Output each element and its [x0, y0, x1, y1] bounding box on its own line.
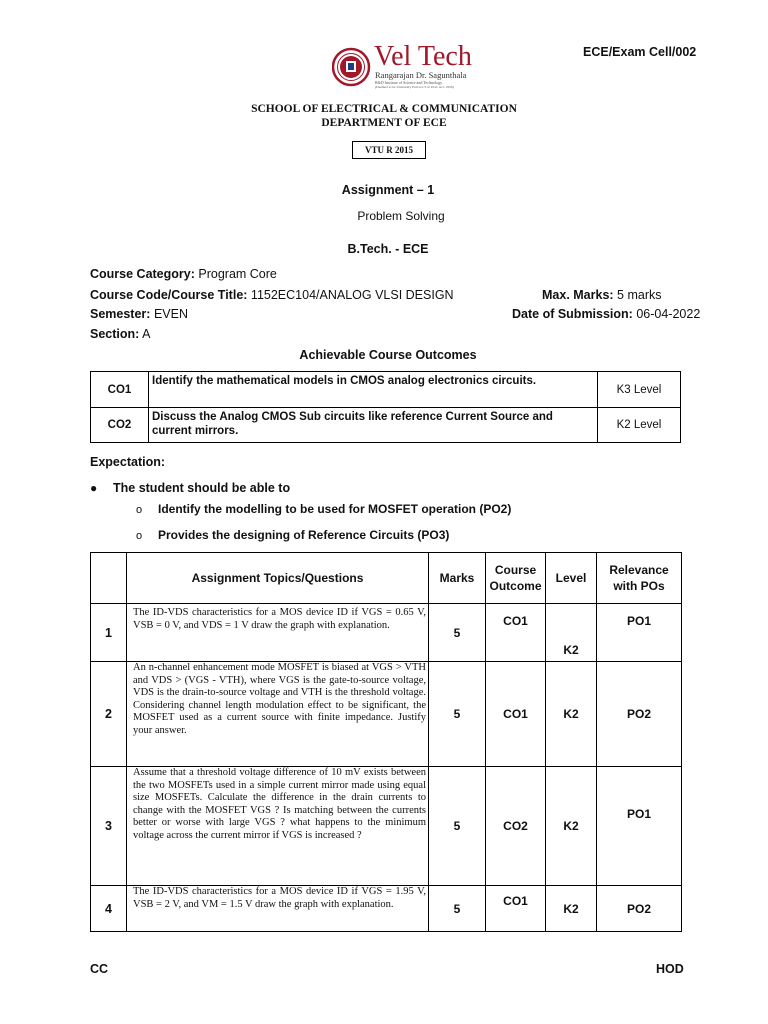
header-course-outcome: Course Outcome — [486, 553, 546, 604]
question-co: CO2 — [486, 767, 546, 886]
course-category: Course Category: Program Core — [90, 267, 277, 281]
co-id: CO2 — [91, 408, 149, 443]
question-co: CO1 — [486, 886, 546, 932]
question-marks: 5 — [429, 604, 486, 662]
header-marks: Marks — [429, 553, 486, 604]
circle-bullet-icon: o — [136, 530, 143, 542]
co-description: Discuss the Analog CMOS Sub circuits like reference Current Source and current mirrors. — [149, 408, 598, 443]
question-po: PO2 — [597, 662, 682, 767]
table-row — [91, 662, 682, 767]
question-number: 1 — [91, 604, 127, 662]
co-level: K2 Level — [598, 408, 681, 443]
logo-subtitle: Rangarajan Dr. Sagunthala — [375, 70, 467, 80]
header-level: Level — [546, 553, 597, 604]
expectation-title: Expectation: — [90, 455, 166, 469]
circle-bullet-icon: o — [136, 504, 143, 516]
question-text: Assume that a threshold voltage difference of 10 mV exists between the two MOSFETs used in a simple current mirror made using equal size MOSFETs. Calculate the difference in the drain currents to change with the MOSFET VGS ? Is matching between the currents better or worse with large VGS ? what happens to the minimum voltage across the current mirror if VGS is increased ? — [127, 767, 429, 886]
header-topics: Assignment Topics/Questions — [127, 553, 429, 604]
semester: Semester: EVEN — [90, 307, 188, 321]
school-heading — [0, 102, 768, 130]
question-text: The ID-VDS characteristics for a MOS device ID if VGS = 1.95 V, VSB = 2 V, and VM = 1.5 V draw the graph with explanation. — [127, 886, 429, 932]
footer-hod: HOD — [656, 962, 684, 976]
assignment-title: Assignment – 1 — [341, 183, 435, 197]
table-header-row — [91, 553, 682, 604]
question-number: 4 — [91, 886, 127, 932]
course-outcomes-table — [90, 371, 681, 443]
co-id: CO1 — [91, 372, 149, 408]
table-row — [91, 767, 682, 886]
questions-table — [90, 552, 682, 932]
header-number — [91, 553, 127, 604]
table-row — [91, 372, 681, 408]
logo-tagline: R&D Institute of Science and Technology — [375, 80, 443, 85]
section: Section: A — [90, 327, 151, 341]
question-number: 2 — [91, 662, 127, 767]
max-marks: Max. Marks: 5 marks — [542, 288, 662, 302]
question-co: CO1 — [486, 662, 546, 767]
question-po: PO1 — [597, 767, 682, 886]
co-level: K3 Level — [598, 372, 681, 408]
outcomes-title: Achievable Course Outcomes — [299, 348, 477, 362]
question-text: The ID-VDS characteristics for a MOS device ID if VGS = 0.65 V, VSB = 0 V, and VDS = 1 V draw the graph with explanation. — [127, 604, 429, 662]
logo-name: Vel Tech — [374, 41, 472, 72]
regulation-box: VTU R 2015 — [352, 141, 426, 159]
expectation-bullet: The student should be able to — [113, 481, 291, 495]
table-row — [91, 604, 682, 662]
question-level: K2 — [546, 604, 597, 662]
question-level: K2 — [546, 662, 597, 767]
course-code-title: Course Code/Course Title: 1152EC104/ANALOG VLSI DESIGN — [90, 288, 454, 302]
school-name: SCHOOL OF ELECTRICAL & COMMUNICATION — [251, 103, 517, 115]
question-text: An n-channel enhancement mode MOSFET is biased at VGS > VTH and VDS > (VGS - VTH), where VGS is the gate-to-source voltage, VDS is the drain-to-source voltage and VTH is the threshold voltage. Considering channel length modulation effect to be significant, the MOSFET used as a current source with finite impedance. Justify your answer. — [127, 662, 429, 767]
bullet-icon: ● — [90, 481, 98, 495]
assignment-subtitle: Problem Solving — [357, 209, 445, 223]
question-level: K2 — [546, 886, 597, 932]
expectation-item: Identify the modelling to be used for MOSFET operation (PO2) — [158, 502, 512, 516]
question-po: PO2 — [597, 886, 682, 932]
question-number: 3 — [91, 767, 127, 886]
reference-code: ECE/Exam Cell/002 — [583, 45, 697, 59]
logo-tagline-2: (Deemed to be University Estd u/s 3 of UGC Act, 1956) — [375, 85, 454, 89]
degree-program: B.Tech. - ECE — [347, 242, 429, 256]
question-marks: 5 — [429, 886, 486, 932]
department-name: DEPARTMENT OF ECE — [321, 117, 447, 129]
question-marks: 5 — [429, 767, 486, 886]
header-relevance: Relevance with POs — [597, 553, 682, 604]
co-description: Identify the mathematical models in CMOS analog electronics circuits. — [149, 372, 598, 408]
question-marks: 5 — [429, 662, 486, 767]
institution-logo — [332, 41, 477, 90]
question-po: PO1 — [597, 604, 682, 662]
question-co: CO1 — [486, 604, 546, 662]
submission-date: Date of Submission: 06-04-2022 — [512, 307, 701, 321]
table-row — [91, 408, 681, 443]
expectation-item: Provides the designing of Reference Circuits (PO3) — [158, 528, 450, 542]
question-level: K2 — [546, 767, 597, 886]
footer-cc: CC — [90, 962, 109, 976]
table-row — [91, 886, 682, 932]
